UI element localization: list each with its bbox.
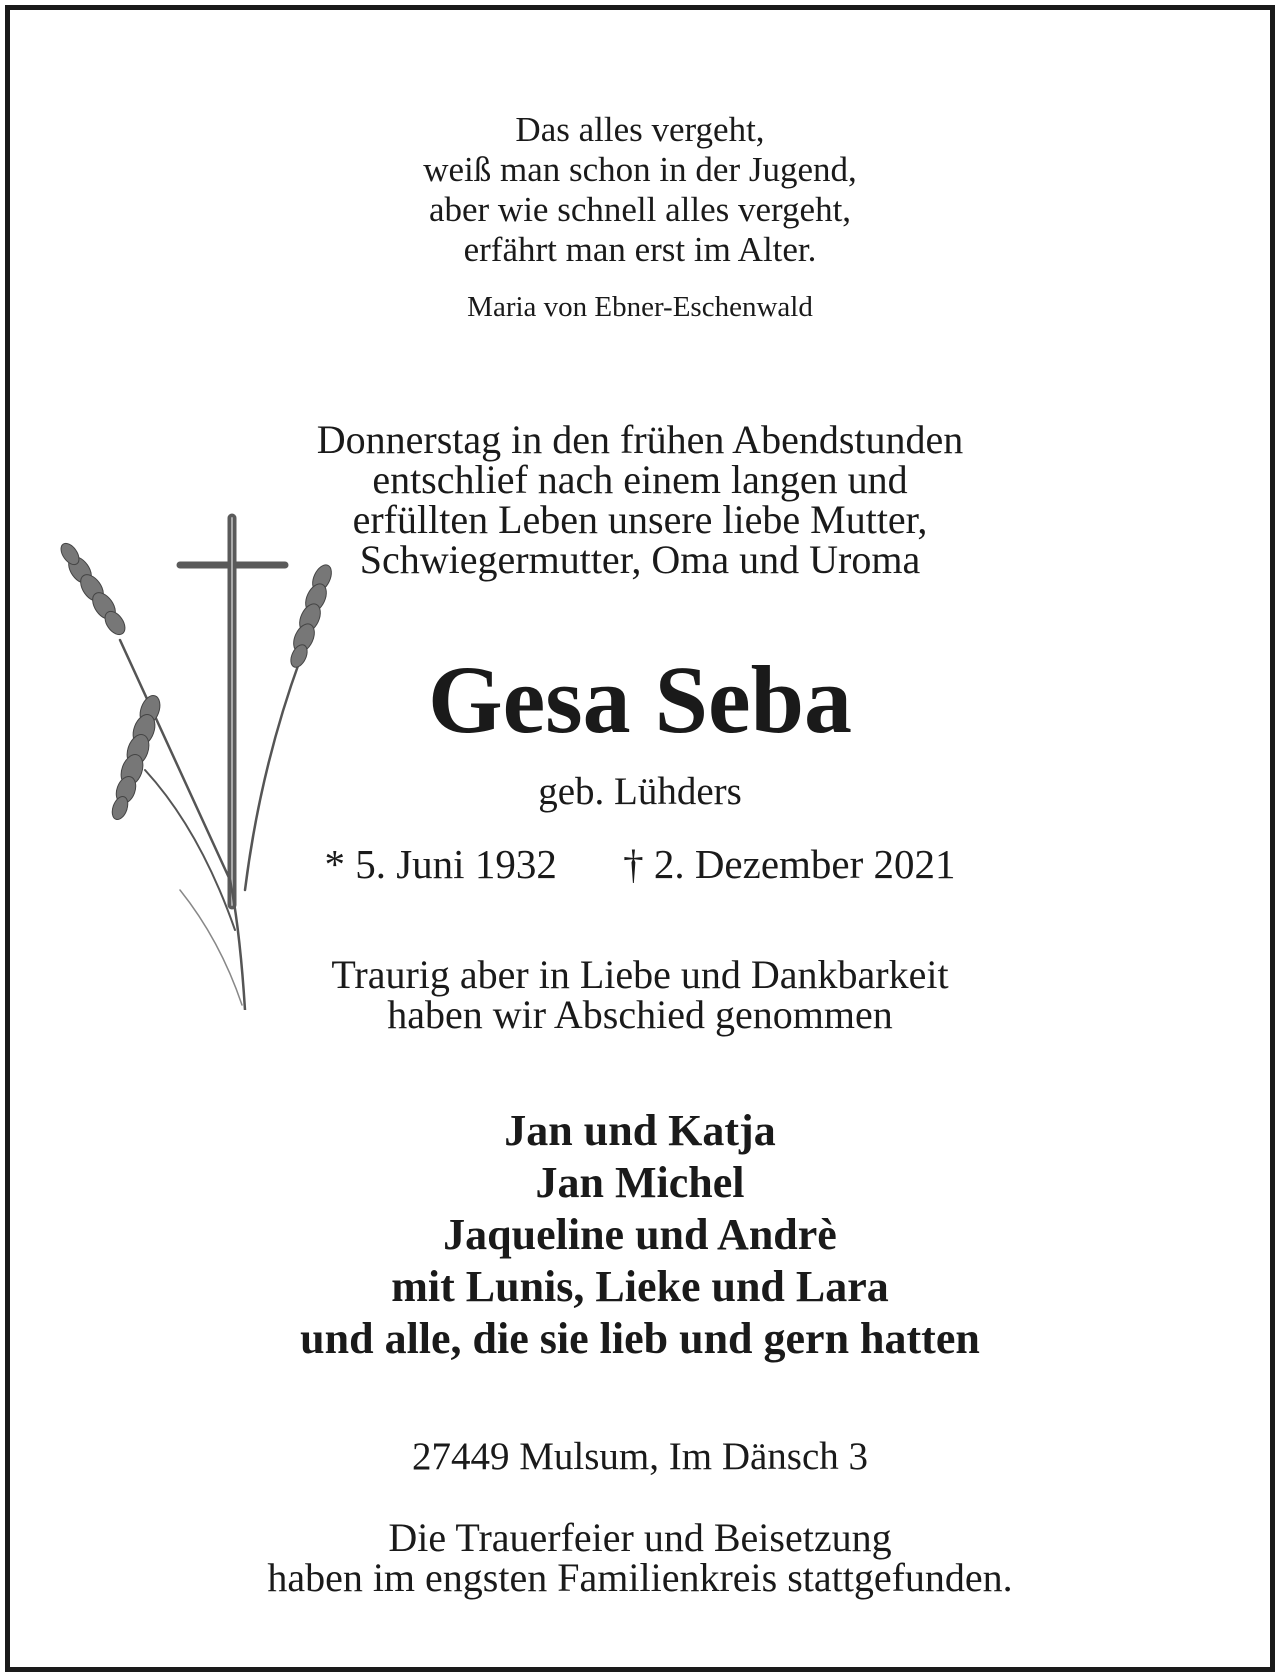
farewell-line: haben wir Abschied genommen [387,992,893,1037]
poem-line: erfährt man erst im Alter. [463,230,817,269]
poem-author: Maria von Ebner-Eschenwald [467,291,813,323]
address: 27449 Mulsum, Im Dänsch 3 [411,1435,869,1478]
poem-line: Das alles vergeht, [515,110,765,149]
ceremony-line: Die Trauerfeier und Beisetzung [388,1515,892,1560]
life-dates [10,840,1270,888]
ceremony-note [10,1515,1270,1600]
mourner-line: und alle, die sie lieb und gern hatten [300,1314,980,1363]
deceased-name: Gesa Seba [427,646,853,753]
death-date: † 2. Dezember 2021 [623,841,956,887]
announcement-line: Donnerstag in den frühen Abendstunden [316,417,964,462]
farewell-text [10,952,1270,1037]
ceremony-line: haben im engsten Familienkreis stattgefunden. [267,1555,1013,1600]
mourner-line: Jaqueline und Andrè [443,1210,837,1259]
mourners-list [10,1105,1270,1365]
obituary-notice [5,5,1275,1672]
mourner-line: mit Lunis, Lieke und Lara [391,1262,889,1311]
poem [10,110,1270,270]
poem-line: weiß man schon in der Jugend, [423,150,857,189]
birth-date: * 5. Juni 1932 [324,841,557,887]
cross-with-wheat-icon [60,510,350,1010]
farewell-line: Traurig aber in Liebe und Dankbarkeit [331,952,949,997]
birth-name: geb. Lühders [538,770,742,813]
mourner-line: Jan Michel [535,1158,745,1207]
announcement-line: Schwiegermutter, Oma und Uroma [359,537,921,582]
announcement [10,417,1270,582]
poem-line: aber wie schnell alles vergeht, [428,190,852,229]
announcement-line: erfüllten Leben unsere liebe Mutter, [352,497,928,542]
mourner-line: Jan und Katja [504,1106,776,1155]
announcement-line: entschlief nach einem langen und [372,457,908,502]
